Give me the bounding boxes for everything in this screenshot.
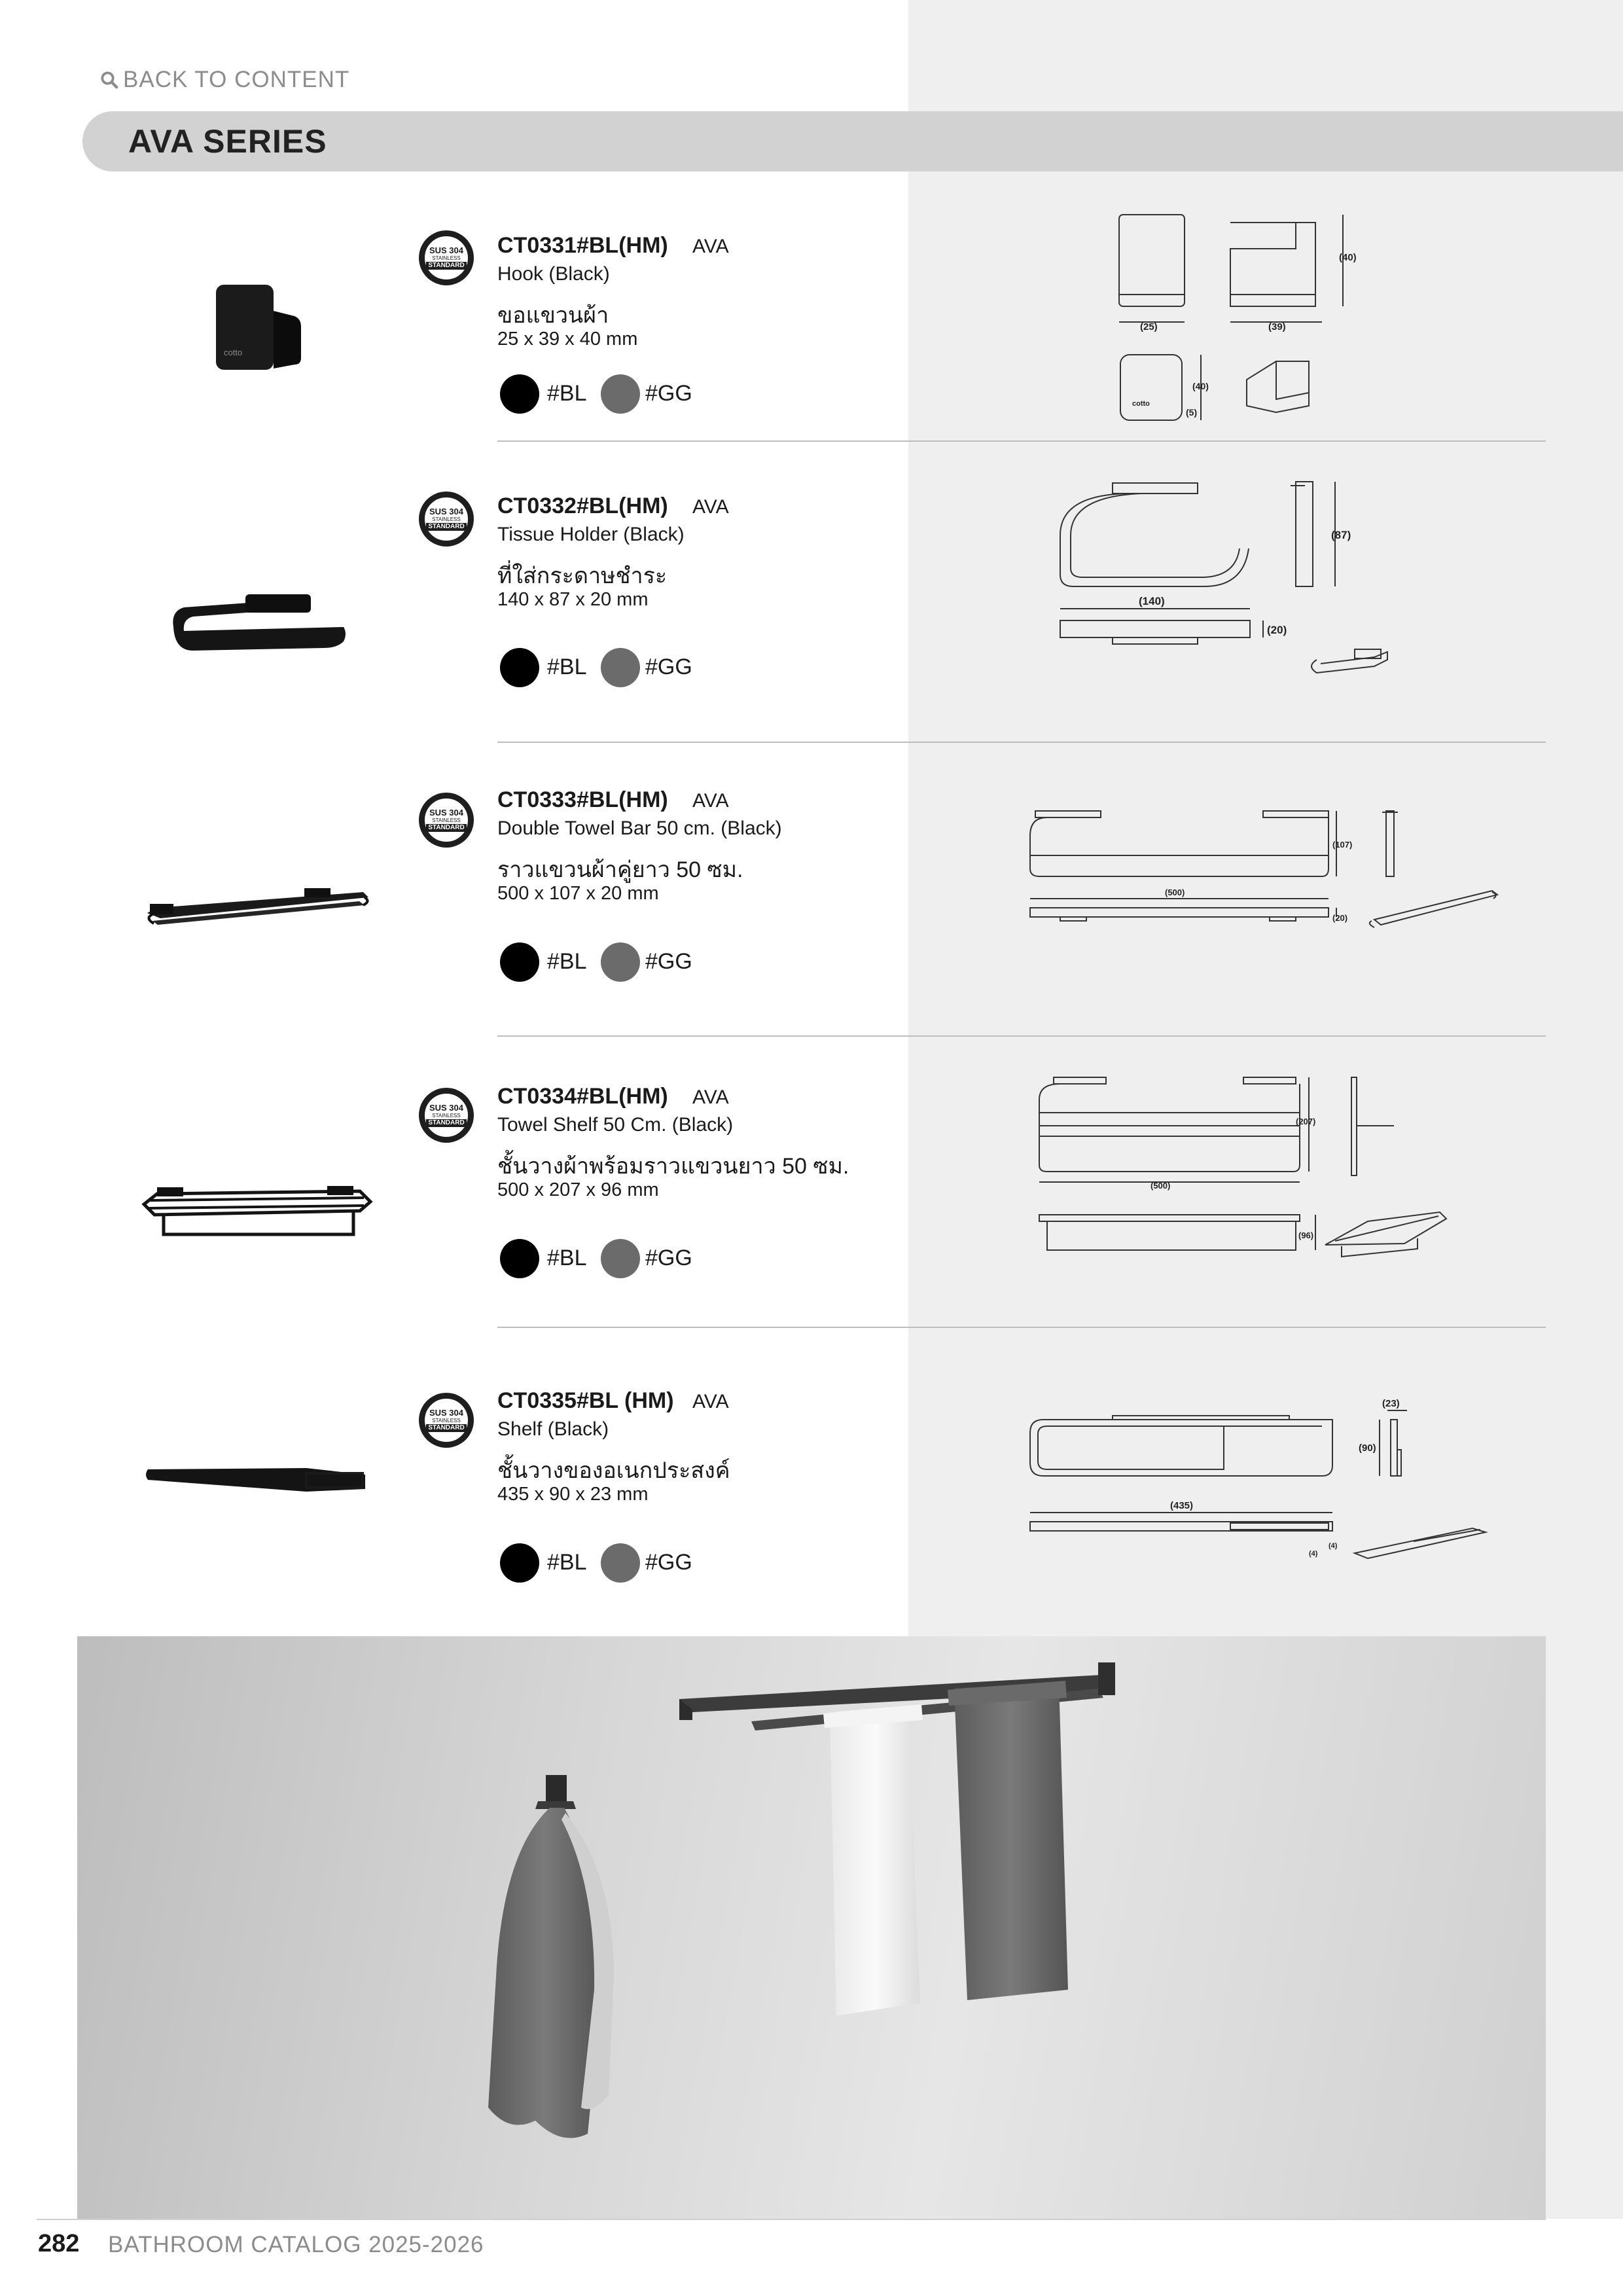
product-photo-hook — [203, 272, 308, 383]
product-dimensions: 435 x 90 x 23 mm — [497, 1484, 649, 1505]
svg-text:(207): (207) — [1296, 1117, 1316, 1126]
finish-label-gg: #GG — [645, 1246, 692, 1270]
finish-swatch-bl[interactable] — [500, 1239, 539, 1278]
sus304-badge — [419, 793, 474, 848]
product-series: AVA — [692, 1086, 729, 1108]
svg-text:(4): (4) — [1309, 1550, 1318, 1558]
product-name-en: Towel Shelf 50 Cm. (Black) — [497, 1114, 734, 1136]
product-name-th: ชั้นวางของอเนกประสงค์ — [497, 1458, 730, 1483]
product-code: CT0333#BL(HM) — [497, 787, 668, 812]
svg-text:(87): (87) — [1331, 529, 1351, 541]
product-dimensions: 140 x 87 x 20 mm — [497, 589, 649, 610]
product-photo-shelf — [143, 1456, 372, 1502]
lifestyle-photo — [77, 1636, 1546, 2219]
svg-text:(500): (500) — [1165, 888, 1185, 897]
sus304-badge — [419, 230, 474, 285]
finish-swatch-bl[interactable] — [500, 1543, 539, 1583]
badge-line3: STANDARD — [426, 523, 466, 531]
product-name-en: Hook (Black) — [497, 263, 610, 285]
technical-drawing-shelf — [1021, 1384, 1499, 1568]
badge-line1: SUS 304 — [429, 1103, 464, 1113]
product-photo-double-towel-bar — [141, 875, 373, 947]
svg-text:(500): (500) — [1150, 1181, 1171, 1191]
svg-text:(25): (25) — [1140, 321, 1158, 332]
finish-swatch-bl[interactable] — [500, 374, 539, 414]
finish-swatch-bl[interactable] — [500, 942, 539, 982]
finish-label-bl: #BL — [547, 949, 587, 974]
badge-line2: STAINLESS — [432, 516, 461, 522]
finish-swatch-bl[interactable] — [500, 648, 539, 687]
finish-swatch-gg[interactable] — [601, 648, 640, 687]
sus304-badge — [419, 1088, 474, 1143]
finish-label-bl: #BL — [547, 1550, 587, 1575]
product-name-th: ขอแขวนผ้า — [497, 303, 609, 328]
page-number: 282 — [38, 2230, 80, 2257]
technical-drawing-double-towel-bar — [1021, 803, 1505, 967]
product-photo-tissue-holder — [167, 588, 353, 660]
badge-line3: STANDARD — [426, 824, 466, 832]
product-dimensions: 500 x 107 x 20 mm — [497, 883, 659, 904]
badge-line3: STANDARD — [426, 1424, 466, 1432]
svg-text:cotto: cotto — [224, 348, 243, 357]
sus304-badge — [419, 1393, 474, 1448]
badge-line2: STAINLESS — [432, 817, 461, 823]
finish-label-bl: #BL — [547, 1246, 587, 1270]
svg-text:(20): (20) — [1332, 913, 1348, 923]
catalog-title: BATHROOM CATALOG 2025-2026 — [108, 2232, 484, 2257]
search-icon — [99, 70, 119, 90]
footer-divider — [37, 2219, 1546, 2220]
towel-white — [830, 1706, 920, 2016]
svg-text:(23): (23) — [1382, 1398, 1400, 1409]
product-row — [0, 223, 1623, 439]
product-row — [0, 483, 1623, 738]
back-to-content-link[interactable] — [99, 65, 349, 94]
badge-line2: STAINLESS — [432, 1113, 461, 1119]
product-series: AVA — [692, 790, 729, 812]
product-divider — [497, 742, 1546, 743]
badge-line3: STANDARD — [426, 262, 466, 270]
product-photo-towel-shelf — [137, 1172, 373, 1257]
svg-text:(140): (140) — [1139, 595, 1165, 607]
svg-text:(40): (40) — [1339, 252, 1357, 263]
finish-swatch-gg[interactable] — [601, 374, 640, 414]
series-title: AVA SERIES — [128, 123, 327, 160]
svg-text:(4): (4) — [1329, 1542, 1338, 1550]
product-name-th: ราวแขวนผ้าคู่ยาว 50 ซม. — [497, 857, 743, 882]
finish-label-gg: #GG — [645, 655, 692, 679]
product-row — [0, 1073, 1623, 1329]
technical-drawing-tissue-holder — [1047, 470, 1427, 712]
product-code: CT0331#BL(HM) — [497, 233, 668, 258]
badge-line3: STANDARD — [426, 1119, 466, 1127]
svg-text:(40): (40) — [1192, 381, 1209, 391]
finish-swatch-gg[interactable] — [601, 1239, 640, 1278]
svg-text:(39): (39) — [1268, 321, 1286, 332]
product-row — [0, 777, 1623, 1032]
technical-drawing-towel-shelf — [1027, 1073, 1453, 1270]
product-name-en: Shelf (Black) — [497, 1418, 609, 1440]
finish-label-gg: #GG — [645, 1550, 692, 1575]
svg-text:(20): (20) — [1267, 624, 1287, 636]
product-dimensions: 25 x 39 x 40 mm — [497, 329, 638, 350]
svg-text:(96): (96) — [1298, 1230, 1314, 1240]
series-header-bar — [82, 111, 1623, 171]
finish-swatch-gg[interactable] — [601, 942, 640, 982]
product-dimensions: 500 x 207 x 96 mm — [497, 1179, 659, 1200]
finish-label-gg: #GG — [645, 949, 692, 974]
svg-text:cotto: cotto — [1132, 400, 1150, 408]
svg-text:(5): (5) — [1186, 407, 1198, 418]
product-divider — [497, 1035, 1546, 1037]
technical-drawing-hook — [1099, 183, 1387, 432]
svg-text:(107): (107) — [1332, 840, 1353, 850]
lifestyle-illustration — [77, 1636, 1546, 2219]
product-code: CT0334#BL(HM) — [497, 1084, 668, 1109]
svg-text:(435): (435) — [1170, 1500, 1194, 1511]
finish-swatch-gg[interactable] — [601, 1543, 640, 1583]
product-row — [0, 1378, 1623, 1633]
product-name-th: ชั้นวางผ้าพร้อมราวแขวนยาว 50 ซม. — [497, 1154, 849, 1179]
product-name-th: ที่ใส่กระดาษชำระ — [497, 564, 668, 588]
product-name-en: Tissue Holder (Black) — [497, 524, 685, 545]
product-code: CT0335#BL (HM) — [497, 1388, 674, 1413]
right-background-strip — [1546, 1636, 1623, 2219]
product-divider — [497, 440, 1546, 442]
product-divider — [497, 1327, 1546, 1328]
svg-text:(90): (90) — [1359, 1443, 1376, 1454]
product-series: AVA — [692, 1391, 729, 1412]
product-series: AVA — [692, 496, 729, 518]
product-series: AVA — [692, 236, 729, 257]
badge-line1: SUS 304 — [429, 1408, 464, 1418]
towel-grey — [954, 1682, 1068, 2000]
product-name-en: Double Towel Bar 50 cm. (Black) — [497, 817, 782, 839]
badge-line2: STAINLESS — [432, 1418, 461, 1424]
badge-line1: SUS 304 — [429, 245, 464, 255]
badge-line1: SUS 304 — [429, 808, 464, 817]
finish-label-bl: #BL — [547, 655, 587, 679]
product-code: CT0332#BL(HM) — [497, 493, 668, 518]
back-link-label: BACK TO CONTENT — [123, 67, 350, 92]
finish-label-bl: #BL — [547, 381, 587, 406]
badge-line1: SUS 304 — [429, 507, 464, 516]
badge-line2: STAINLESS — [432, 255, 461, 261]
finish-label-gg: #GG — [645, 381, 692, 406]
sus304-badge — [419, 492, 474, 547]
wall-hook — [546, 1775, 567, 1801]
